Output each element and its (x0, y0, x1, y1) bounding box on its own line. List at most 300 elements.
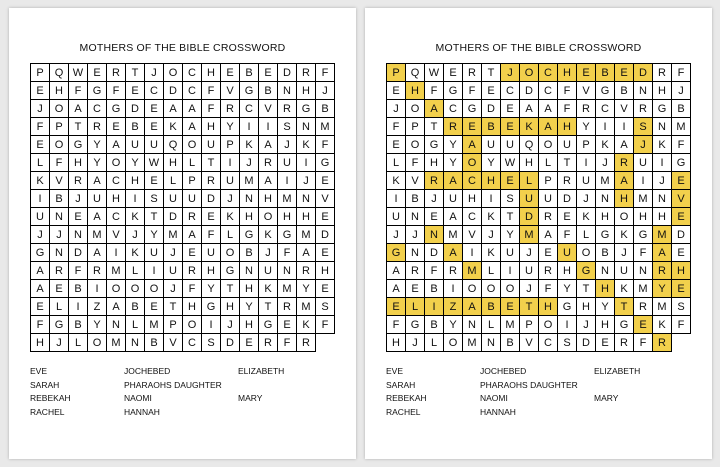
grid-cell: Y (653, 280, 672, 298)
word-list-item: SARAH (30, 379, 60, 390)
word-list-item (594, 380, 694, 394)
grid-cell: D (69, 244, 88, 262)
grid-cell: E (145, 298, 164, 316)
grid-cell: Y (88, 316, 107, 334)
grid-cell: A (615, 136, 634, 154)
grid-cell: N (50, 244, 69, 262)
puzzle-title: MOTHERS OF THE BIBLE CROSSWORD (79, 42, 286, 54)
grid-cell: A (387, 280, 406, 298)
grid-cell: U (145, 244, 164, 262)
grid-cell: V (672, 190, 691, 208)
grid-cell: L (539, 154, 558, 172)
grid-cell: A (183, 226, 202, 244)
grid-cell: O (501, 280, 520, 298)
grid-cell: D (164, 208, 183, 226)
grid-cell: V (615, 100, 634, 118)
grid-cell: G (653, 100, 672, 118)
grid-cell: P (577, 136, 596, 154)
word-list-item: PHARAOHS DAUGHTER (480, 379, 578, 390)
word-list-item: RACHEL (30, 406, 65, 417)
grid-cell: I (634, 172, 653, 190)
puzzle-page-blank (9, 8, 356, 459)
grid-cell: D (634, 64, 653, 82)
grid-cell: J (482, 226, 501, 244)
grid-cell: M (672, 118, 691, 136)
grid-cell: G (463, 100, 482, 118)
grid-cell: I (126, 190, 145, 208)
grid-cell: U (145, 136, 164, 154)
grid-cell: I (482, 190, 501, 208)
grid-cell: F (278, 334, 297, 352)
grid-cell: P (50, 118, 69, 136)
grid-cell: E (672, 280, 691, 298)
grid-cell: G (69, 136, 88, 154)
grid-cell: K (240, 136, 259, 154)
grid-cell: O (539, 136, 558, 154)
grid-cell: J (520, 280, 539, 298)
grid-cell: F (406, 154, 425, 172)
grid-cell: T (482, 64, 501, 82)
grid-cell: B (425, 316, 444, 334)
grid-cell: A (444, 244, 463, 262)
grid-cell: G (107, 100, 126, 118)
grid-cell: H (482, 172, 501, 190)
grid-cell: F (558, 100, 577, 118)
grid-cell: R (653, 64, 672, 82)
grid-cell: K (482, 208, 501, 226)
grid-cell: I (615, 118, 634, 136)
grid-cell: I (202, 316, 221, 334)
grid-cell: O (50, 136, 69, 154)
grid-cell: F (183, 280, 202, 298)
grid-cell: H (240, 208, 259, 226)
grid-cell: U (482, 136, 501, 154)
grid-cell: O (406, 100, 425, 118)
grid-cell: L (69, 334, 88, 352)
grid-cell: V (221, 82, 240, 100)
word-list (30, 366, 338, 420)
grid-cell: B (259, 82, 278, 100)
grid-cell: Y (444, 316, 463, 334)
grid-cell: E (126, 82, 145, 100)
word-list-item: PHARAOHS DAUGHTER (124, 379, 222, 390)
grid-cell: T (520, 298, 539, 316)
word-list-item: ELIZABETH (238, 366, 285, 376)
grid-cell: D (164, 82, 183, 100)
grid-cell: R (444, 262, 463, 280)
grid-cell: J (259, 244, 278, 262)
grid-cell: E (501, 118, 520, 136)
grid-cell: E (145, 172, 164, 190)
grid-cell: U (634, 154, 653, 172)
grid-cell: N (406, 244, 425, 262)
grid-cell: L (50, 298, 69, 316)
grid-cell: G (88, 82, 107, 100)
grid-cell: P (406, 118, 425, 136)
grid-cell: A (444, 208, 463, 226)
grid-cell: M (634, 280, 653, 298)
grid-cell: K (596, 136, 615, 154)
grid-cell: I (240, 118, 259, 136)
grid-cell: R (202, 172, 221, 190)
grid-cell: I (107, 244, 126, 262)
grid-cell: K (653, 316, 672, 334)
grid-cell: H (202, 64, 221, 82)
grid-cell: I (31, 190, 50, 208)
grid-cell: F (50, 154, 69, 172)
grid-cell: F (558, 226, 577, 244)
grid-cell: E (615, 64, 634, 82)
grid-cell: G (444, 82, 463, 100)
grid-cell: U (259, 262, 278, 280)
grid-cell: L (183, 154, 202, 172)
grid-cell: D (672, 226, 691, 244)
grid-cell: O (463, 154, 482, 172)
grid-cell: G (297, 100, 316, 118)
grid-cell: G (558, 298, 577, 316)
grid-cell: I (425, 298, 444, 316)
grid-cell: O (145, 280, 164, 298)
puzzle-title: MOTHERS OF THE BIBLE CROSSWORD (435, 42, 642, 54)
word-list-item: HANNAH (480, 406, 516, 417)
grid-cell: T (425, 118, 444, 136)
grid-cell: N (240, 190, 259, 208)
grid-cell: U (202, 244, 221, 262)
grid-cell: L (406, 298, 425, 316)
grid-cell: T (221, 280, 240, 298)
grid-cell: J (316, 82, 335, 100)
grid-cell: M (520, 226, 539, 244)
grid-cell: G (596, 82, 615, 100)
grid-cell: A (463, 298, 482, 316)
grid-cell: N (297, 118, 316, 136)
word-list-item: NAOMI (480, 393, 508, 403)
grid-cell: F (425, 82, 444, 100)
grid-cell: F (107, 82, 126, 100)
grid-cell: R (69, 172, 88, 190)
grid-cell: H (387, 334, 406, 352)
grid-cell: I (259, 118, 278, 136)
grid-cell: F (31, 316, 50, 334)
grid-cell: H (297, 82, 316, 100)
grid-cell: Q (520, 136, 539, 154)
grid-cell: M (653, 226, 672, 244)
grid-cell: R (107, 64, 126, 82)
grid-cell: F (672, 136, 691, 154)
grid-cell: E (240, 334, 259, 352)
grid-cell: J (387, 226, 406, 244)
grid-cell: E (316, 172, 335, 190)
grid-cell: B (145, 334, 164, 352)
grid-cell: H (69, 154, 88, 172)
grid-cell: K (387, 172, 406, 190)
grid-cell: A (88, 244, 107, 262)
grid-cell: A (259, 172, 278, 190)
grid-cell: U (520, 190, 539, 208)
grid-cell: E (316, 244, 335, 262)
grid-cell: C (183, 82, 202, 100)
grid-cell: M (596, 172, 615, 190)
grid-cell: E (634, 316, 653, 334)
grid-cell: E (278, 316, 297, 334)
grid-cell: G (50, 316, 69, 334)
grid-cell: V (164, 334, 183, 352)
grid-cell: J (672, 82, 691, 100)
grid-cell: L (520, 172, 539, 190)
grid-cell: F (202, 226, 221, 244)
grid-cell: E (501, 100, 520, 118)
grid-cell: S (672, 298, 691, 316)
grid-cell: Y (558, 280, 577, 298)
grid-cell: R (297, 262, 316, 280)
grid-cell: O (221, 244, 240, 262)
grid-cell: N (634, 262, 653, 280)
grid-cell: O (444, 334, 463, 352)
grid-cell: E (387, 82, 406, 100)
grid-cell: A (88, 208, 107, 226)
grid-cell: L (425, 334, 444, 352)
grid-cell: J (425, 190, 444, 208)
grid-cell: K (164, 118, 183, 136)
grid-cell: R (539, 262, 558, 280)
grid-cell: L (126, 316, 145, 334)
grid-cell: U (558, 136, 577, 154)
grid-cell: V (50, 172, 69, 190)
grid-cell: A (164, 100, 183, 118)
grid-cell: I (501, 262, 520, 280)
grid-cell: P (387, 64, 406, 82)
grid-cell: V (107, 226, 126, 244)
grid-cell: M (107, 262, 126, 280)
grid-cell: F (539, 280, 558, 298)
grid-cell: S (316, 298, 335, 316)
grid-cell: O (50, 100, 69, 118)
grid-cell: K (615, 280, 634, 298)
grid-cell: M (463, 262, 482, 280)
grid-cell: Y (297, 280, 316, 298)
grid-cell: H (406, 82, 425, 100)
grid-cell: F (316, 136, 335, 154)
grid-cell: B (126, 298, 145, 316)
grid-cell: U (444, 190, 463, 208)
grid-cell: H (672, 262, 691, 280)
grid-cell: G (278, 226, 297, 244)
grid-cell: B (425, 280, 444, 298)
grid-cell: R (577, 100, 596, 118)
grid-cell: O (482, 280, 501, 298)
grid-cell: N (297, 190, 316, 208)
grid-cell: E (482, 82, 501, 100)
grid-cell: F (69, 262, 88, 280)
grid-cell: F (31, 118, 50, 136)
grid-cell: O (183, 136, 202, 154)
grid-cell: G (425, 136, 444, 154)
grid-cell: Q (50, 64, 69, 82)
grid-cell: J (278, 136, 297, 154)
grid-cell: C (107, 208, 126, 226)
grid-cell: J (69, 190, 88, 208)
grid-cell: H (297, 208, 316, 226)
grid-cell: T (164, 298, 183, 316)
grid-cell: R (425, 172, 444, 190)
grid-cell: P (31, 64, 50, 82)
grid-cell: J (577, 190, 596, 208)
word-list-item: SARAH (386, 379, 416, 390)
grid-cell: G (202, 298, 221, 316)
grid-cell: M (278, 280, 297, 298)
grid-cell: D (577, 334, 596, 352)
grid-cell: J (297, 172, 316, 190)
grid-cell: M (278, 190, 297, 208)
grid-cell: K (259, 280, 278, 298)
grid-cell: U (221, 172, 240, 190)
word-list-item: ELIZABETH (594, 366, 641, 376)
grid-cell: I (278, 172, 297, 190)
grid-cell: J (501, 64, 520, 82)
grid-cell: E (316, 208, 335, 226)
grid-cell: J (31, 100, 50, 118)
grid-cell: H (107, 190, 126, 208)
grid-cell: B (240, 244, 259, 262)
grid-cell: P (221, 136, 240, 154)
grid-cell: G (316, 154, 335, 172)
grid-cell: U (520, 262, 539, 280)
grid-cell: J (406, 226, 425, 244)
grid-cell: R (278, 298, 297, 316)
grid-cell: H (539, 298, 558, 316)
grid-cell: W (145, 154, 164, 172)
grid-cell: F (558, 82, 577, 100)
grid-cell: F (316, 64, 335, 82)
grid-cell: B (596, 244, 615, 262)
grid-cell: K (259, 226, 278, 244)
grid-cell: L (126, 262, 145, 280)
grid-cell: G (634, 226, 653, 244)
grid-cell: R (297, 64, 316, 82)
grid-cell: B (50, 190, 69, 208)
grid-cell: D (202, 190, 221, 208)
grid-cell: G (406, 316, 425, 334)
grid-cell: O (164, 64, 183, 82)
grid-cell: L (221, 226, 240, 244)
grid-cell: E (539, 244, 558, 262)
grid-cell: N (278, 82, 297, 100)
grid-cell: O (259, 208, 278, 226)
grid-cell: K (221, 208, 240, 226)
grid-cell: H (278, 208, 297, 226)
word-list-item: REBEKAH (386, 393, 427, 403)
grid-cell: H (126, 172, 145, 190)
word-list-item: EVE (30, 366, 48, 376)
grid-cell: Z (88, 298, 107, 316)
grid-cell: M (107, 334, 126, 352)
grid-cell: J (240, 154, 259, 172)
grid-cell: E (202, 208, 221, 226)
grid-cell: K (297, 316, 316, 334)
grid-cell: E (69, 208, 88, 226)
grid-cell: A (463, 136, 482, 154)
grid-cell: B (240, 64, 259, 82)
grid-cell: H (463, 190, 482, 208)
grid-cell: F (634, 334, 653, 352)
grid-cell: R (653, 334, 672, 352)
grid-cell: M (297, 298, 316, 316)
grid-cell: N (653, 190, 672, 208)
grid-cell: Y (240, 298, 259, 316)
grid-cell: S (634, 118, 653, 136)
grid-cell: E (501, 298, 520, 316)
grid-cell: H (615, 190, 634, 208)
grid-cell: F (672, 316, 691, 334)
grid-cell: I (69, 298, 88, 316)
grid-cell: E (672, 244, 691, 262)
grid-cell: N (126, 334, 145, 352)
grid-cell: H (558, 262, 577, 280)
grid-cell: H (50, 82, 69, 100)
grid-cell: O (126, 280, 145, 298)
grid-cell: D (126, 100, 145, 118)
grid-cell: Y (501, 226, 520, 244)
grid-cell: A (259, 136, 278, 154)
grid-cell: E (387, 136, 406, 154)
grid-cell: G (672, 154, 691, 172)
grid-cell: D (558, 190, 577, 208)
grid-cell: U (278, 154, 297, 172)
grid-cell: S (558, 334, 577, 352)
grid-cell: D (278, 64, 297, 82)
grid-cell: P (520, 316, 539, 334)
grid-cell: C (444, 100, 463, 118)
grid-cell: O (539, 316, 558, 334)
grid-cell: E (259, 64, 278, 82)
grid-cell: U (126, 136, 145, 154)
grid-cell: J (520, 244, 539, 262)
grid-cell: Y (88, 154, 107, 172)
grid-cell: J (50, 226, 69, 244)
grid-cell: G (577, 262, 596, 280)
grid-cell: Y (88, 136, 107, 154)
grid-cell: V (577, 82, 596, 100)
grid-cell: N (463, 316, 482, 334)
grid-cell: J (31, 226, 50, 244)
grid-cell: J (596, 154, 615, 172)
grid-cell: N (596, 190, 615, 208)
grid-cell: V (406, 172, 425, 190)
grid-cell: I (596, 118, 615, 136)
grid-cell: V (463, 226, 482, 244)
grid-cell: N (50, 208, 69, 226)
grid-cell: K (577, 208, 596, 226)
grid-cell: O (463, 280, 482, 298)
grid-cell: C (501, 82, 520, 100)
grid-cell: D (221, 334, 240, 352)
grid-cell: I (145, 262, 164, 280)
grid-cell: G (221, 262, 240, 280)
grid-cell: F (316, 316, 335, 334)
grid-cell: S (501, 190, 520, 208)
grid-cell: H (653, 82, 672, 100)
grid-cell: L (577, 226, 596, 244)
grid-cell: R (634, 100, 653, 118)
grid-cell: M (88, 226, 107, 244)
grid-cell: T (558, 154, 577, 172)
grid-cell: J (221, 316, 240, 334)
grid-cell: F (463, 82, 482, 100)
grid-cell: A (69, 100, 88, 118)
grid-cell: I (297, 154, 316, 172)
grid-cell: B (672, 100, 691, 118)
grid-cell: U (31, 208, 50, 226)
